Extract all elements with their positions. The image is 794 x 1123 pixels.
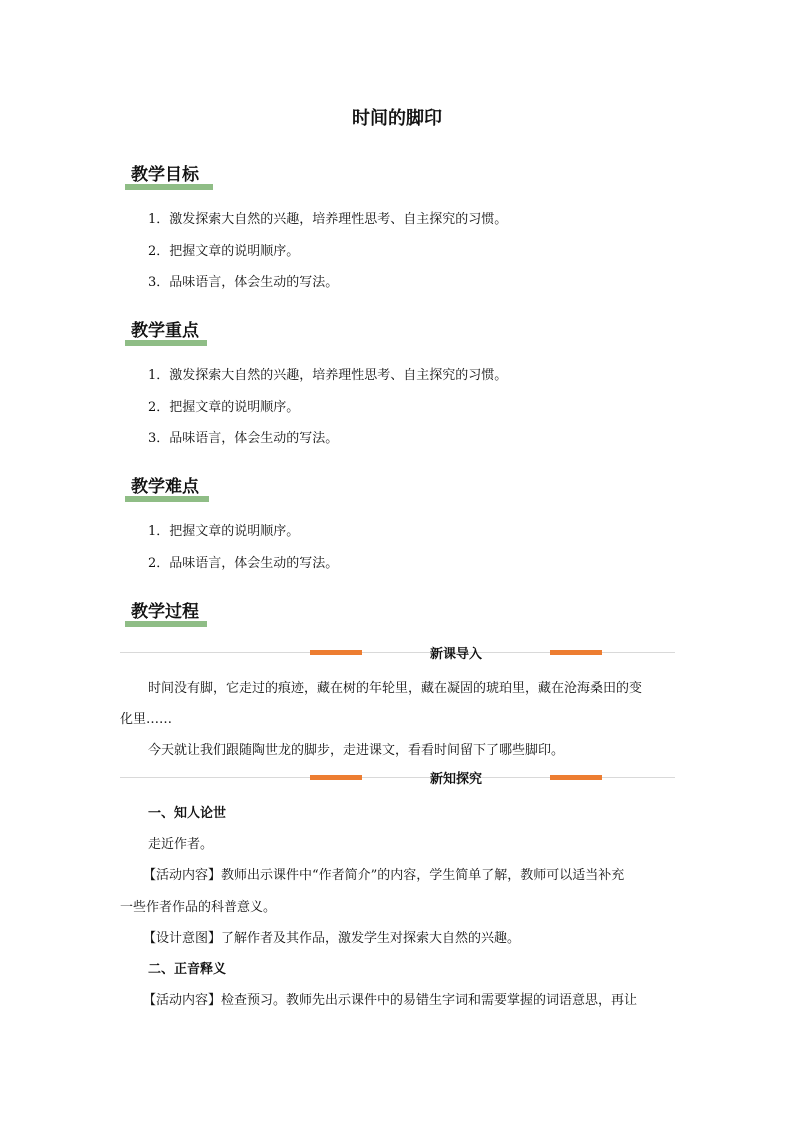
goal-item: 2．把握文章的说明顺序。 [148,244,300,259]
section-heading-key-points [125,316,207,346]
section-heading-process [125,597,207,627]
intro-paragraph-line: 时间没有脚，它走过的痕迹，藏在树的年轮里，藏在凝固的琥珀里，藏在沧海桑田的变 [148,681,643,696]
banner-explore [120,770,675,787]
banner-explore-label: 新知探究 [429,772,482,787]
intro-paragraph: 今天就让我们跟随陶世龙的脚步，走进课文，看看时间留下了哪些脚印。 [148,743,565,758]
intro-paragraph-line: 化里…… [120,712,173,727]
page-title: 时间的脚印 [352,108,442,129]
author-text: 走近作者。 [148,837,214,852]
key-point-item: 2．把握文章的说明顺序。 [148,400,300,415]
difficulty-item: 2．品味语言，体会生动的写法。 [148,556,339,571]
key-point-item: 3．品味语言，体会生动的写法。 [148,431,339,446]
banner-accent-right [550,775,602,780]
banner-accent-left [310,650,362,655]
banner-intro-label: 新课导入 [429,647,482,662]
section-heading-key-points-text: 教学重点 [131,321,199,341]
goal-item: 1．激发探索大自然的兴趣，培养理性思考、自主探究的习惯。 [148,212,508,227]
section-heading-goals [125,160,213,190]
key-point-item: 1．激发探索大自然的兴趣，培养理性思考、自主探究的习惯。 [148,368,508,383]
section-heading-difficulties [125,472,209,502]
banner-accent-left [310,775,362,780]
design-intent-paragraph: 【设计意图】了解作者及其作品，激发学生对探索大自然的兴趣。 [143,931,521,946]
section-heading-difficulties-text: 教学难点 [131,477,199,497]
activity-paragraph-line: 【活动内容】检查预习。教师先出示课件中的易错生字词和需要掌握的词语意思，再让 [143,993,638,1008]
activity-paragraph-line: 【活动内容】教师出示课件中“作者简介”的内容，学生简单了解，教师可以适当补充 [143,868,625,883]
section-heading-process-text: 教学过程 [131,602,199,622]
subheading-pronunciation: 二、正音释义 [148,962,227,977]
goal-item: 3．品味语言，体会生动的写法。 [148,275,339,290]
banner-intro [120,645,675,662]
banner-accent-right [550,650,602,655]
activity-paragraph-line: 一些作者作品的科普意义。 [120,900,277,915]
section-heading-goals-text: 教学目标 [131,165,199,185]
subheading-author: 一、知人论世 [148,806,227,821]
difficulty-item: 1．把握文章的说明顺序。 [148,524,300,539]
